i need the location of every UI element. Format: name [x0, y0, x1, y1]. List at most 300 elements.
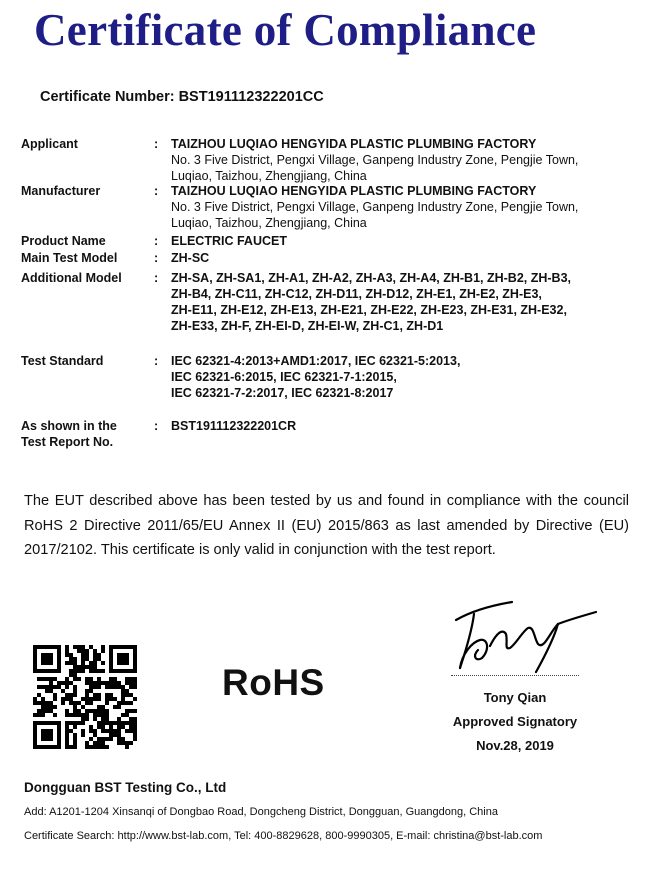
qr-module — [129, 717, 133, 721]
qr-module — [93, 745, 97, 749]
qr-module — [33, 713, 37, 717]
additional-model-line: ZH-B4, ZH-C11, ZH-C12, ZH-D11, ZH-D12, ZH-E1, ZH-E2, ZH-E3, — [171, 287, 542, 301]
qr-module — [41, 713, 45, 717]
qr-module — [105, 697, 109, 701]
qr-module — [89, 669, 93, 673]
qr-module — [41, 709, 45, 713]
qr-module — [45, 685, 49, 689]
qr-module — [125, 677, 129, 681]
qr-module — [129, 681, 133, 685]
qr-module — [117, 725, 121, 729]
qr-module — [101, 737, 105, 741]
qr-module — [53, 705, 57, 709]
qr-module — [73, 701, 77, 705]
qr-module — [61, 697, 65, 701]
qr-module — [69, 673, 73, 677]
qr-module — [121, 721, 125, 725]
qr-module — [77, 669, 81, 673]
qr-module — [33, 701, 37, 705]
qr-module — [133, 717, 137, 721]
qr-module — [85, 649, 89, 653]
manufacturer-address-line2: Luqiao, Taizhou, Zhengjiang, China — [171, 216, 367, 230]
qr-module — [85, 677, 89, 681]
qr-module — [41, 697, 45, 701]
qr-module — [93, 649, 97, 653]
qr-module — [109, 693, 113, 697]
qr-module — [49, 681, 53, 685]
certificate-title: Certificate of Compliance — [34, 5, 537, 55]
footer-address: Add: A1201-1204 Xinsanqi of Dongbao Road, Dongcheng District, Dongguan, Guangdong, China — [24, 806, 498, 818]
qr-module — [133, 709, 137, 713]
qr-module — [125, 689, 129, 693]
qr-module — [65, 721, 69, 725]
manufacturer-field — [21, 183, 641, 231]
applicant-address-line2: Luqiao, Taizhou, Zhengjiang, China — [171, 169, 367, 183]
qr-module — [133, 677, 137, 681]
qr-module — [65, 709, 69, 713]
qr-module — [121, 713, 125, 717]
qr-module — [61, 689, 65, 693]
colon: : — [154, 137, 159, 151]
test-report-number: BST191112322201CR — [171, 419, 297, 433]
qr-module — [81, 697, 85, 701]
signatory-role: Approved Signatory — [452, 714, 578, 729]
qr-module — [89, 661, 93, 665]
qr-module — [73, 645, 77, 649]
qr-module — [101, 681, 105, 685]
qr-module — [101, 669, 105, 673]
qr-module — [133, 681, 137, 685]
qr-module — [77, 701, 81, 705]
qr-module — [97, 737, 101, 741]
colon: : — [154, 271, 159, 285]
qr-module — [121, 697, 125, 701]
qr-module — [133, 685, 137, 689]
qr-module — [89, 681, 93, 685]
qr-module — [89, 697, 93, 701]
qr-module — [117, 733, 121, 737]
qr-module — [69, 661, 73, 665]
product-name-value: ELECTRIC FAUCET — [171, 234, 287, 248]
compliance-statement: The EUT described above has been tested by us and found in compliance with the council RoHS 2 Directive 2011/65/EU Annex II (EU) 2015/863 as last amended by Directive (EU) 2017/2102. This certificate is only valid in conjunction with the test report. — [24, 493, 629, 558]
qr-module — [61, 701, 65, 705]
qr-module — [129, 721, 133, 725]
qr-module — [45, 677, 49, 681]
qr-module — [73, 733, 77, 737]
qr-module — [101, 745, 105, 749]
test-standard-line: IEC 62321-4:2013+AMD1:2017, IEC 62321-5:2013, — [171, 354, 461, 368]
qr-module — [133, 729, 137, 733]
qr-module — [89, 729, 93, 733]
qr-module — [77, 709, 81, 713]
qr-module — [89, 685, 93, 689]
qr-module — [65, 681, 69, 685]
qr-module — [65, 745, 69, 749]
qr-module — [125, 713, 129, 717]
qr-module — [73, 741, 77, 745]
qr-module — [49, 689, 53, 693]
qr-module — [93, 697, 97, 701]
manufacturer-label: Manufacturer — [21, 184, 101, 198]
qr-module — [85, 681, 89, 685]
qr-module — [85, 693, 89, 697]
qr-module — [113, 685, 117, 689]
colon: : — [154, 354, 159, 368]
qr-module — [97, 725, 101, 729]
qr-module — [85, 657, 89, 661]
qr-module — [101, 725, 105, 729]
signature-line — [451, 675, 579, 676]
manufacturer-address-line1: No. 3 Five District, Pengxi Village, Ganpeng Industry Zone, Pengjie Town, — [171, 200, 579, 214]
qr-module — [65, 697, 69, 701]
qr-module — [45, 689, 49, 693]
qr-module — [65, 741, 69, 745]
qr-module — [113, 729, 117, 733]
qr-module — [49, 709, 53, 713]
qr-module — [97, 693, 101, 697]
qr-module — [121, 701, 125, 705]
qr-module — [69, 745, 73, 749]
qr-module — [73, 725, 77, 729]
qr-module — [117, 701, 121, 705]
qr-module — [81, 669, 85, 673]
additional-model-line: ZH-E33, ZH-F, ZH-EI-D, ZH-EI-W, ZH-C1, ZH-D1 — [171, 319, 444, 333]
qr-module — [65, 725, 69, 729]
qr-module — [81, 661, 85, 665]
qr-module — [105, 681, 109, 685]
applicant-name: TAIZHOU LUQIAO HENGYIDA PLASTIC PLUMBING FACTORY — [171, 137, 537, 151]
qr-module — [53, 677, 57, 681]
qr-module — [117, 717, 121, 721]
qr-module — [97, 713, 101, 717]
certificate-number: Certificate Number: BST191112322201CC — [40, 89, 324, 105]
qr-module — [45, 705, 49, 709]
qr-module — [121, 725, 125, 729]
footer-company: Dongguan BST Testing Co., Ltd — [24, 780, 227, 795]
test-standard-label: Test Standard — [21, 354, 104, 368]
additional-model-field — [21, 270, 641, 334]
qr-module — [109, 725, 113, 729]
qr-module — [73, 737, 77, 741]
qr-module — [133, 733, 137, 737]
footer-certificate-search: Certificate Search: http://www.bst-lab.com, Tel: 400-8829628, 800-9990305, E-mail: christina@bst-lab.com — [24, 830, 543, 842]
main-test-model-field — [21, 250, 641, 266]
qr-module — [97, 705, 101, 709]
qr-module — [45, 701, 49, 705]
qr-module — [93, 657, 97, 661]
qr-module — [93, 729, 97, 733]
qr-module — [113, 721, 117, 725]
test-report-label-line2: Test Report No. — [21, 435, 114, 449]
qr-module — [81, 657, 85, 661]
qr-module — [73, 705, 77, 709]
qr-module — [93, 685, 97, 689]
qr-module — [53, 693, 57, 697]
applicant-field — [21, 136, 641, 184]
qr-module — [37, 693, 41, 697]
qr-module — [97, 741, 101, 745]
qr-module — [73, 677, 77, 681]
qr-module — [105, 713, 109, 717]
qr-module — [125, 701, 129, 705]
qr-module — [85, 717, 89, 721]
qr-module — [89, 689, 93, 693]
qr-module — [85, 745, 89, 749]
qr-module — [81, 705, 85, 709]
qr-module — [37, 709, 41, 713]
qr-module — [73, 669, 77, 673]
qr-module — [109, 729, 113, 733]
qr-module — [85, 697, 89, 701]
qr-module — [81, 721, 85, 725]
qr-module — [109, 697, 113, 701]
qr-module — [85, 709, 89, 713]
qr-module — [49, 677, 53, 681]
qr-module — [129, 725, 133, 729]
qr-module — [117, 741, 121, 745]
qr-module — [93, 713, 97, 717]
rohs-logo: RoHS — [222, 662, 325, 703]
qr-module — [121, 737, 125, 741]
qr-module — [65, 693, 69, 697]
qr-module — [133, 737, 137, 741]
qr-module — [89, 725, 93, 729]
qr-module — [125, 721, 129, 725]
qr-module — [57, 685, 61, 689]
qr-module — [69, 669, 73, 673]
qr-module — [65, 677, 69, 681]
qr-module — [33, 697, 37, 701]
qr-module — [77, 677, 81, 681]
qr-module — [105, 721, 109, 725]
qr-module — [81, 733, 85, 737]
qr-module — [105, 745, 109, 749]
qr-module — [69, 729, 73, 733]
additional-model-line: ZH-SA, ZH-SA1, ZH-A1, ZH-A2, ZH-A3, ZH-A4, ZH-B1, ZH-B2, ZH-B3, — [171, 271, 571, 285]
qr-module — [121, 693, 125, 697]
qr-module — [89, 745, 93, 749]
qr-module — [97, 653, 101, 657]
qr-module — [41, 705, 45, 709]
qr-module — [85, 713, 89, 717]
qr-module — [93, 669, 97, 673]
qr-module — [85, 665, 89, 669]
qr-module — [57, 681, 61, 685]
qr-module — [69, 681, 73, 685]
qr-module — [69, 653, 73, 657]
qr-module — [101, 709, 105, 713]
qr-module — [61, 681, 65, 685]
qr-module — [93, 693, 97, 697]
qr-module — [69, 721, 73, 725]
qr-module — [113, 705, 117, 709]
qr-module — [109, 721, 113, 725]
product-name-label: Product Name — [21, 234, 106, 248]
qr-module — [77, 649, 81, 653]
qr-module — [97, 657, 101, 661]
qr-module — [97, 721, 101, 725]
qr-module — [129, 729, 133, 733]
qr-module — [105, 737, 109, 741]
qr-module — [73, 665, 77, 669]
qr-module — [53, 713, 57, 717]
qr-module — [117, 681, 121, 685]
qr-module — [81, 645, 85, 649]
qr-module — [77, 713, 81, 717]
additional-model-line: ZH-E11, ZH-E12, ZH-E13, ZH-E21, ZH-E22, ZH-E23, ZH-E31, ZH-E32, — [171, 303, 567, 317]
test-report-label — [21, 418, 159, 450]
qr-module — [89, 677, 93, 681]
qr-module — [81, 649, 85, 653]
qr-module — [65, 685, 69, 689]
test-report-label-line1: As shown in the — [21, 419, 117, 433]
qr-module — [69, 701, 73, 705]
qr-module — [109, 737, 113, 741]
colon: : — [154, 251, 159, 265]
signature-date: Nov.28, 2019 — [476, 738, 554, 753]
qr-module — [89, 701, 93, 705]
qr-module — [125, 745, 129, 749]
qr-module — [73, 709, 77, 713]
qr-module — [97, 745, 101, 749]
qr-module — [97, 669, 101, 673]
qr-module — [73, 721, 77, 725]
qr-module — [89, 709, 93, 713]
qr-module — [109, 733, 113, 737]
main-test-model-value: ZH-SC — [171, 251, 210, 265]
qr-module — [37, 685, 41, 689]
qr-module — [73, 673, 77, 677]
qr-module — [129, 693, 133, 697]
qr-module — [129, 677, 133, 681]
qr-module — [77, 721, 81, 725]
qr-module — [101, 705, 105, 709]
qr-module — [69, 713, 73, 717]
colon: : — [154, 419, 159, 433]
qr-module — [97, 681, 101, 685]
qr-module — [69, 697, 73, 701]
qr-module — [73, 657, 77, 661]
qr-module — [101, 717, 105, 721]
qr-module — [81, 729, 85, 733]
qr-module — [133, 725, 137, 729]
qr-module — [81, 653, 85, 657]
signatory-block — [440, 686, 590, 758]
qr-module — [93, 733, 97, 737]
signatory-name: Tony Qian — [483, 690, 547, 705]
qr-module — [53, 685, 57, 689]
qr-module — [101, 649, 105, 653]
qr-module — [117, 721, 121, 725]
qr-module — [73, 693, 77, 697]
qr-module — [73, 745, 77, 749]
qr-module — [65, 661, 69, 665]
qr-module — [129, 709, 133, 713]
qr-module — [129, 701, 133, 705]
qr-module — [105, 717, 109, 721]
qr-module — [113, 697, 117, 701]
qr-module — [65, 733, 69, 737]
qr-module — [93, 717, 97, 721]
qr-module — [65, 737, 69, 741]
qr-module — [129, 685, 133, 689]
qr-module — [89, 665, 93, 669]
qr-module — [117, 705, 121, 709]
test-standard-line: IEC 62321-7-2:2017, IEC 62321-8:2017 — [171, 386, 394, 400]
qr-module — [73, 661, 77, 665]
qr-module — [125, 681, 129, 685]
qr-module — [101, 741, 105, 745]
qr-module — [113, 677, 117, 681]
qr-module — [89, 645, 93, 649]
qr-module — [125, 729, 129, 733]
qr-module — [73, 685, 77, 689]
qr-module — [77, 665, 81, 669]
qr-module — [41, 701, 45, 705]
qr-module — [93, 661, 97, 665]
qr-module — [125, 693, 129, 697]
qr-module — [97, 697, 101, 701]
applicant-label: Applicant — [21, 137, 78, 151]
qr-module — [121, 685, 125, 689]
qr-module — [105, 701, 109, 705]
qr-module — [93, 681, 97, 685]
qr-module — [101, 721, 105, 725]
colon: : — [154, 234, 159, 248]
qr-module — [65, 649, 69, 653]
qr-module — [97, 685, 101, 689]
qr-module — [81, 717, 85, 721]
qr-module — [37, 713, 41, 717]
qr-module — [121, 689, 125, 693]
qr-module — [49, 701, 53, 705]
qr-module — [89, 737, 93, 741]
additional-model-label: Additional Model — [21, 271, 122, 285]
qr-module — [65, 653, 69, 657]
qr-module — [45, 709, 49, 713]
test-report-field — [21, 418, 641, 450]
qr-module — [129, 741, 133, 745]
qr-module — [105, 693, 109, 697]
qr-module — [73, 713, 77, 717]
qr-module — [93, 709, 97, 713]
qr-module — [69, 693, 73, 697]
qr-module — [125, 741, 129, 745]
qr-module — [101, 713, 105, 717]
qr-module — [81, 713, 85, 717]
qr-module — [93, 653, 97, 657]
qr-module — [101, 729, 105, 733]
qr-module — [133, 721, 137, 725]
test-standard-line: IEC 62321-6:2015, IEC 62321-7-1:2015, — [171, 370, 397, 384]
qr-module — [53, 697, 57, 701]
product-name-field — [21, 233, 641, 249]
qr-module — [117, 729, 121, 733]
test-standard-field — [21, 353, 641, 401]
qr-module — [97, 709, 101, 713]
qr-module — [85, 741, 89, 745]
qr-module — [105, 729, 109, 733]
qr-module — [69, 657, 73, 661]
qr-module — [85, 701, 89, 705]
signature-image — [450, 598, 600, 676]
qr-module — [93, 741, 97, 745]
qr-module — [133, 697, 137, 701]
qr-module — [113, 681, 117, 685]
main-test-model-label: Main Test Model — [21, 251, 118, 265]
qr-module — [49, 685, 53, 689]
qr-module — [109, 681, 113, 685]
